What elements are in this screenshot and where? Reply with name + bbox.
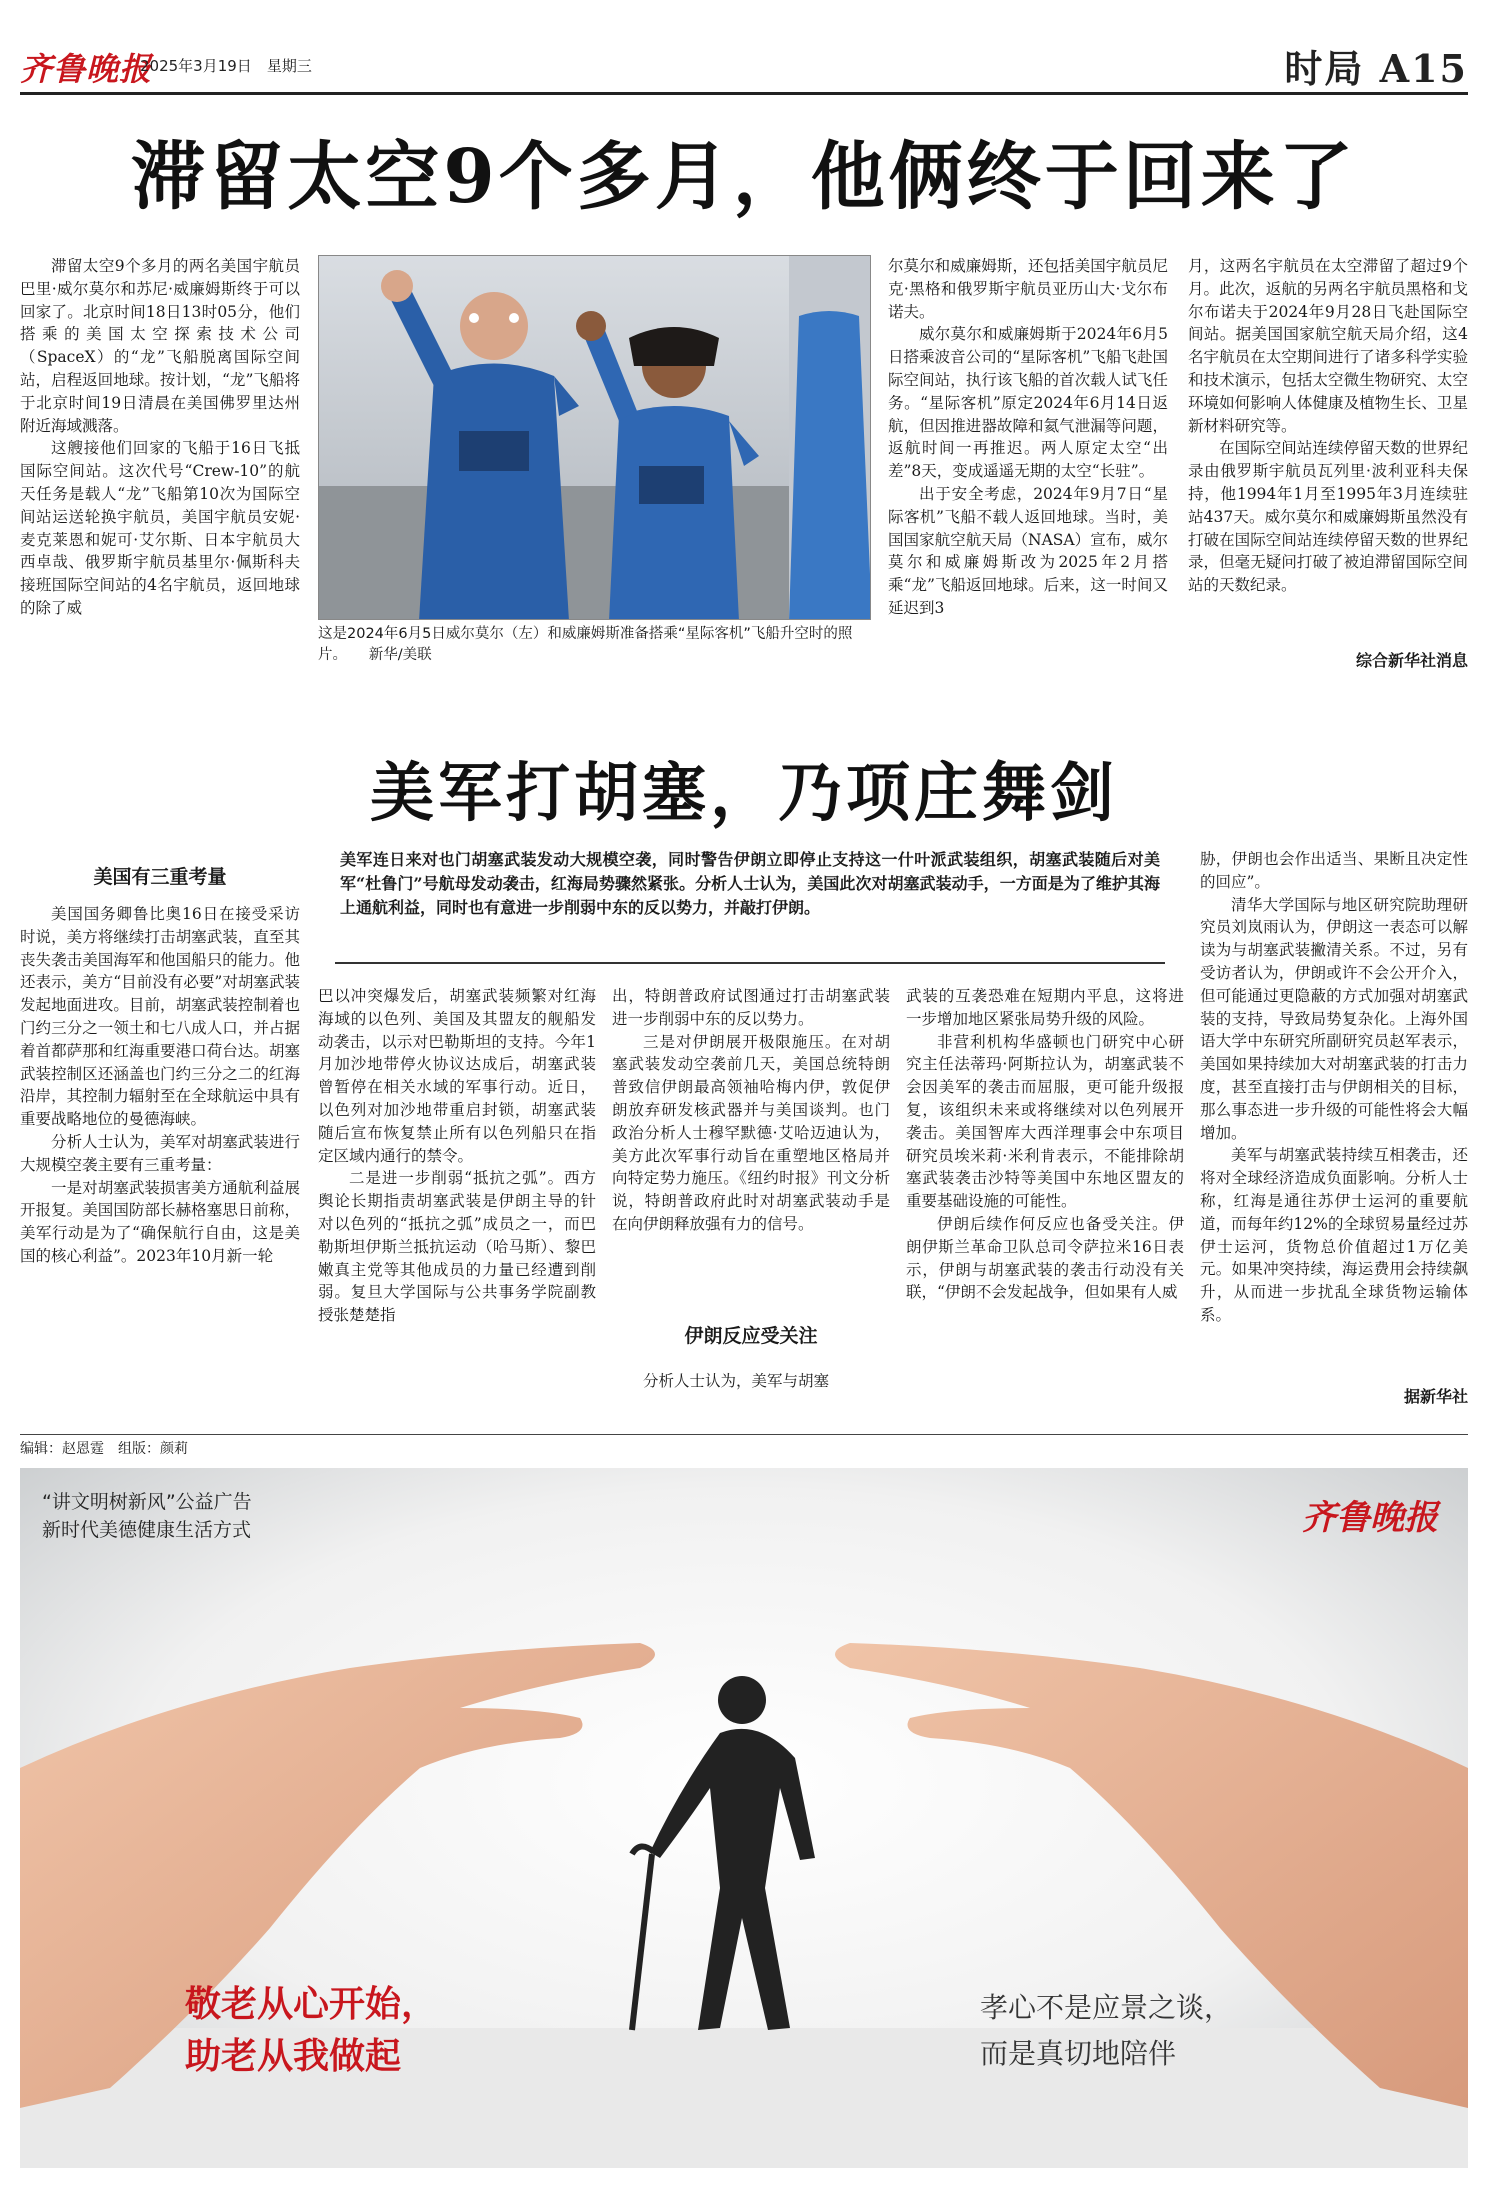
paragraph: 伊朗后续作何反应也备受关注。伊朗伊斯兰革命卫队总司令萨拉米16日表示，伊朗与胡塞武装的袭击行动没有关联，“伊朗不会发起战争，但如果有人威 xyxy=(906,1214,1184,1302)
paragraph: 尔莫尔和威廉姆斯，还包括美国宇航员尼克·黑格和俄罗斯宇航员亚历山大·戈尔布诺夫。 xyxy=(888,257,1168,321)
story1-source: 综合新华社消息 xyxy=(1355,651,1468,670)
story2-column-4 xyxy=(906,985,1184,1403)
headline-houthi: 美军打胡塞，乃项庄舞剑 xyxy=(370,756,1118,831)
story2-column-3 xyxy=(612,985,890,1393)
story1-column-3 xyxy=(888,255,1168,685)
paragraph: 巴以冲突爆发后，胡塞武装频繁对红海海域的以色列、美国及其盟友的舰船发动袭击，以示对巴勒斯坦的支持。今年1月加沙地带停火协议达成后，胡塞武装曾暂停在相关水域的军事行动。近日，以色列对加沙地带重启封锁，胡塞武装随后宣布恢复禁止所有以色列船只在指定区域内通行的禁令。 xyxy=(318,987,596,1165)
footer-rule xyxy=(20,1434,1468,1435)
paragraph: 在国际空间站连续停留天数的世界纪录由俄罗斯宇航员瓦列里·波利亚科夫保持，他1994年1月至1995年3月连续驻站437天。威尔莫尔和威廉姆斯虽然没有打破在国际空间站连续停留天数的世界纪录，但毫无疑问打破了被迫滞留国际空间站的天数纪录。 xyxy=(1188,439,1468,595)
headline-astronauts: 滞留太空9个多月，他俩终于回来了 xyxy=(131,134,1357,220)
story1-column-4 xyxy=(1188,255,1468,650)
section-label xyxy=(1284,38,1468,93)
story2-column-5 xyxy=(1200,848,1468,1378)
weekday-text: 星期三 xyxy=(266,57,312,75)
paragraph: 美军与胡塞武装持续互相袭击，还将对全球经济造成负面影响。分析人士称，红海是通往苏伊士运河的重要航道，而每年约12%的全球贸易量经过苏伊士运河，货物总价值超过1万亿美元。如果冲突持续，海运费用会持续飙升，从而进一步扰乱全球货物运输体系。 xyxy=(1200,1146,1468,1324)
story2-column-3-tail xyxy=(612,1370,890,1393)
slogan-line: 孝心不是应景之谈， xyxy=(980,1991,1233,2024)
slogan-line: 助老从我做起 xyxy=(185,2035,402,2077)
newspaper-logo: 齐鲁晚报 xyxy=(20,50,153,88)
ad-subtitle: 新时代美德健康生活方式 xyxy=(42,1519,252,1541)
subhead-iran-reaction: 伊朗反应受关注 xyxy=(684,1325,818,1347)
issue-date xyxy=(140,55,312,76)
paragraph: 分析人士认为，美军与胡塞 xyxy=(643,1372,830,1390)
ad-header xyxy=(42,1488,252,1544)
paragraph: 这艘接他们回家的飞船于16日飞抵国际空间站。这次代号“Crew-10”的航天任务是载人“龙”飞船第10次为国际空间站运送轮换宇航员，美国宇航员安妮·麦克莱恩和妮可·艾尔斯、日本宇航员大西卓哉、俄罗斯宇航员基里尔·佩斯科夫接班国际空间站的4名宇航员，返回地球的除了威 xyxy=(20,439,300,617)
paragraph: 月，这两名宇航员在太空滞留了超过9个月。此次，返航的另两名宇航员黑格和戈尔布诺夫于2024年9月28日飞赴国际空间站。据美国国家航空航天局介绍，这4名宇航员在太空期间进行了诸多科学实验和技术演示，包括太空微生物研究、太空环境如何影响人体健康及植物生长、卫星新材料研究等。 xyxy=(1188,257,1468,435)
paragraph: 清华大学国际与地区研究院助理研究员刘岚雨认为，伊朗这一表态可以解读为与胡塞武装撇清关系。不过，另有受访者认为，伊朗或许不会公开介入，但可能通过更隐蔽的方式加强对胡塞武装的支持，导致局势复杂化。上海外国语大学中东研究所副研究员赵军表示，美国如果持续加大对胡塞武装的打击力度，甚至直接打击与伊朗相关的目标，那么事态进一步升级的可能性将会大幅增加。 xyxy=(1200,895,1468,1142)
ad-title: “讲文明树新风”公益广告 xyxy=(42,1491,252,1513)
paragraph: 威尔莫尔和威廉姆斯于2024年6月5日搭乘波音公司的“星际客机”飞船飞赴国际空间站，执行该飞船的首次载人试飞任务。“星际客机”原定2024年6月14日返航，但因推进器故障和氦气泄漏等问题，返航时间一再推迟。两人原定太空“出差”8天，变成遥遥无期的太空“长驻”。 xyxy=(888,325,1168,481)
paragraph: 滞留太空9个多月的两名美国宇航员巴里·威尔莫尔和苏尼·威廉姆斯终于可以回家了。北京时间18日13时05分，他们搭乘的美国太空探索技术公司（SpaceX）的“龙”飞船脱离国际空间站，启程返回地球。按计划，“龙”飞船将于北京时间19日清晨在美国佛罗里达州附近海域溅落。 xyxy=(20,257,300,435)
editor-credits: 编辑：赵恩霆 组版：颜莉 xyxy=(20,1441,188,1457)
story2-source: 据新华社 xyxy=(1403,1387,1468,1406)
top-rule xyxy=(20,92,1468,95)
photo-caption: 这是2024年6月5日威尔莫尔（左）和威廉姆斯准备搭乘“星际客机”飞船升空时的照片。 新华/美联 xyxy=(318,626,853,663)
ad-slogan-right xyxy=(980,1985,1232,2077)
paragraph: 非营利机构华盛顿也门研究中心研究主任法蒂玛·阿斯拉认为，胡塞武装不会因美军的袭击而屈服，更可能升级报复，该组织未来或将继续对以色列展开袭击。美国智库大西洋理事会中东项目研究员埃米莉·米利肯表示，不能排除胡塞武装袭击沙特等美国中东地区盟友的重要基础设施的可能性。 xyxy=(906,1032,1184,1211)
date-text: 2025年3月19日 xyxy=(140,57,252,75)
slogan-line: 敬老从心开始， xyxy=(185,1983,438,2025)
paragraph: 二是进一步削弱“抵抗之弧”。西方舆论长期指责胡塞武装是伊朗主导的针对以色列的“抵抗之弧”成员之一，而巴勒斯坦伊斯兰抵抗运动（哈马斯）、黎巴嫩真主党等其他成员的力量已经遭到削弱。复旦大学国际与公共事务学院副教授张楚楚指 xyxy=(318,1169,596,1325)
paragraph: 分析人士认为，美军对胡塞武装进行大规模空袭主要有三重考量： xyxy=(20,1132,300,1174)
story2-column-1 xyxy=(20,862,300,1423)
ad-newspaper-logo: 齐鲁晚报 xyxy=(1302,1498,1438,1538)
story2-lead: 美军连日来对也门胡塞武装发动大规模空袭，同时警告伊朗立即停止支持这一什叶派武装组织，胡塞武装随后对美军“杜鲁门”号航母发动袭击，红海局势骤然紧张。分析人士认为，美国此次对胡塞武装动手，一方面是为了维护其海上通航利益，同时也有意进一步削弱中东的反以势力，并敲打伊朗。 xyxy=(340,850,1160,917)
ad-slogan-left xyxy=(185,1978,437,2082)
story1-column-1 xyxy=(20,255,300,685)
story2-column-3-body xyxy=(612,985,890,1293)
story2-column-1-body xyxy=(20,903,300,1423)
paragraph: 美国国务卿鲁比奥16日在接受采访时说，美方将继续打击胡塞武装，直至其丧失袭击美国海军和他国船只的能力。他还表示，美方“目前没有必要”对胡塞武装发起地面进攻。目前，胡塞武装控制着也门约三分之一领土和七八成人口，并占据着首都萨那和红海重要港口荷台达。胡塞武装控制区还涵盖也门约三分之二的红海沿岸，其控制力辐射至在全球航运中具有重要战略地位的曼德海峡。 xyxy=(20,905,300,1129)
paragraph: 出于安全考虑，2024年9月7日“星际客机”飞船不载人返回地球。当时，美国国家航空航天局（NASA）宣布，威尔莫尔和威廉姆斯改为2025年2月搭乘“龙”飞船返回地球。后来，这一时间又延迟到3 xyxy=(888,484,1168,617)
page-number: A15 xyxy=(1379,46,1468,91)
paragraph: 一是对胡塞武装损害美方通航利益展开报复。美国国防部长赫格塞思日前称，美军行动是为了“确保航行自由，这是美国的核心利益”。2023年10月新一轮 xyxy=(20,1178,300,1265)
subhead-three-considerations: 美国有三重考量 xyxy=(93,866,227,888)
lead-rule xyxy=(335,962,1165,964)
section-name: 时局 xyxy=(1284,46,1365,91)
paragraph: 三是对伊朗展开极限施压。在对胡塞武装发动空袭前几天，美国总统特朗普致信伊朗最高领袖哈梅内伊，敦促伊朗放弃研发核武器并与美国谈判。也门政治分析人士穆罕默德·艾哈迈迪认为，美方此次军事行动旨在重塑地区格局并向特定势力施压。《纽约时报》刊文分析说，特朗普政府此时对胡塞武装动手是在向伊朗释放强有力的信号。 xyxy=(612,1032,890,1233)
paragraph: 武装的互袭恐难在短期内平息，这将进一步增加地区紧张局势升级的风险。 xyxy=(906,987,1184,1028)
astronauts-waving-photo xyxy=(318,255,871,620)
paragraph: 胁，伊朗也会作出适当、果断且决定性的回应”。 xyxy=(1200,850,1468,891)
paragraph: 出，特朗普政府试图通过打击胡塞武装进一步削弱中东的反以势力。 xyxy=(612,987,890,1028)
slogan-line: 而是真切地陪伴 xyxy=(980,2037,1177,2070)
story2-column-2 xyxy=(318,985,596,1403)
